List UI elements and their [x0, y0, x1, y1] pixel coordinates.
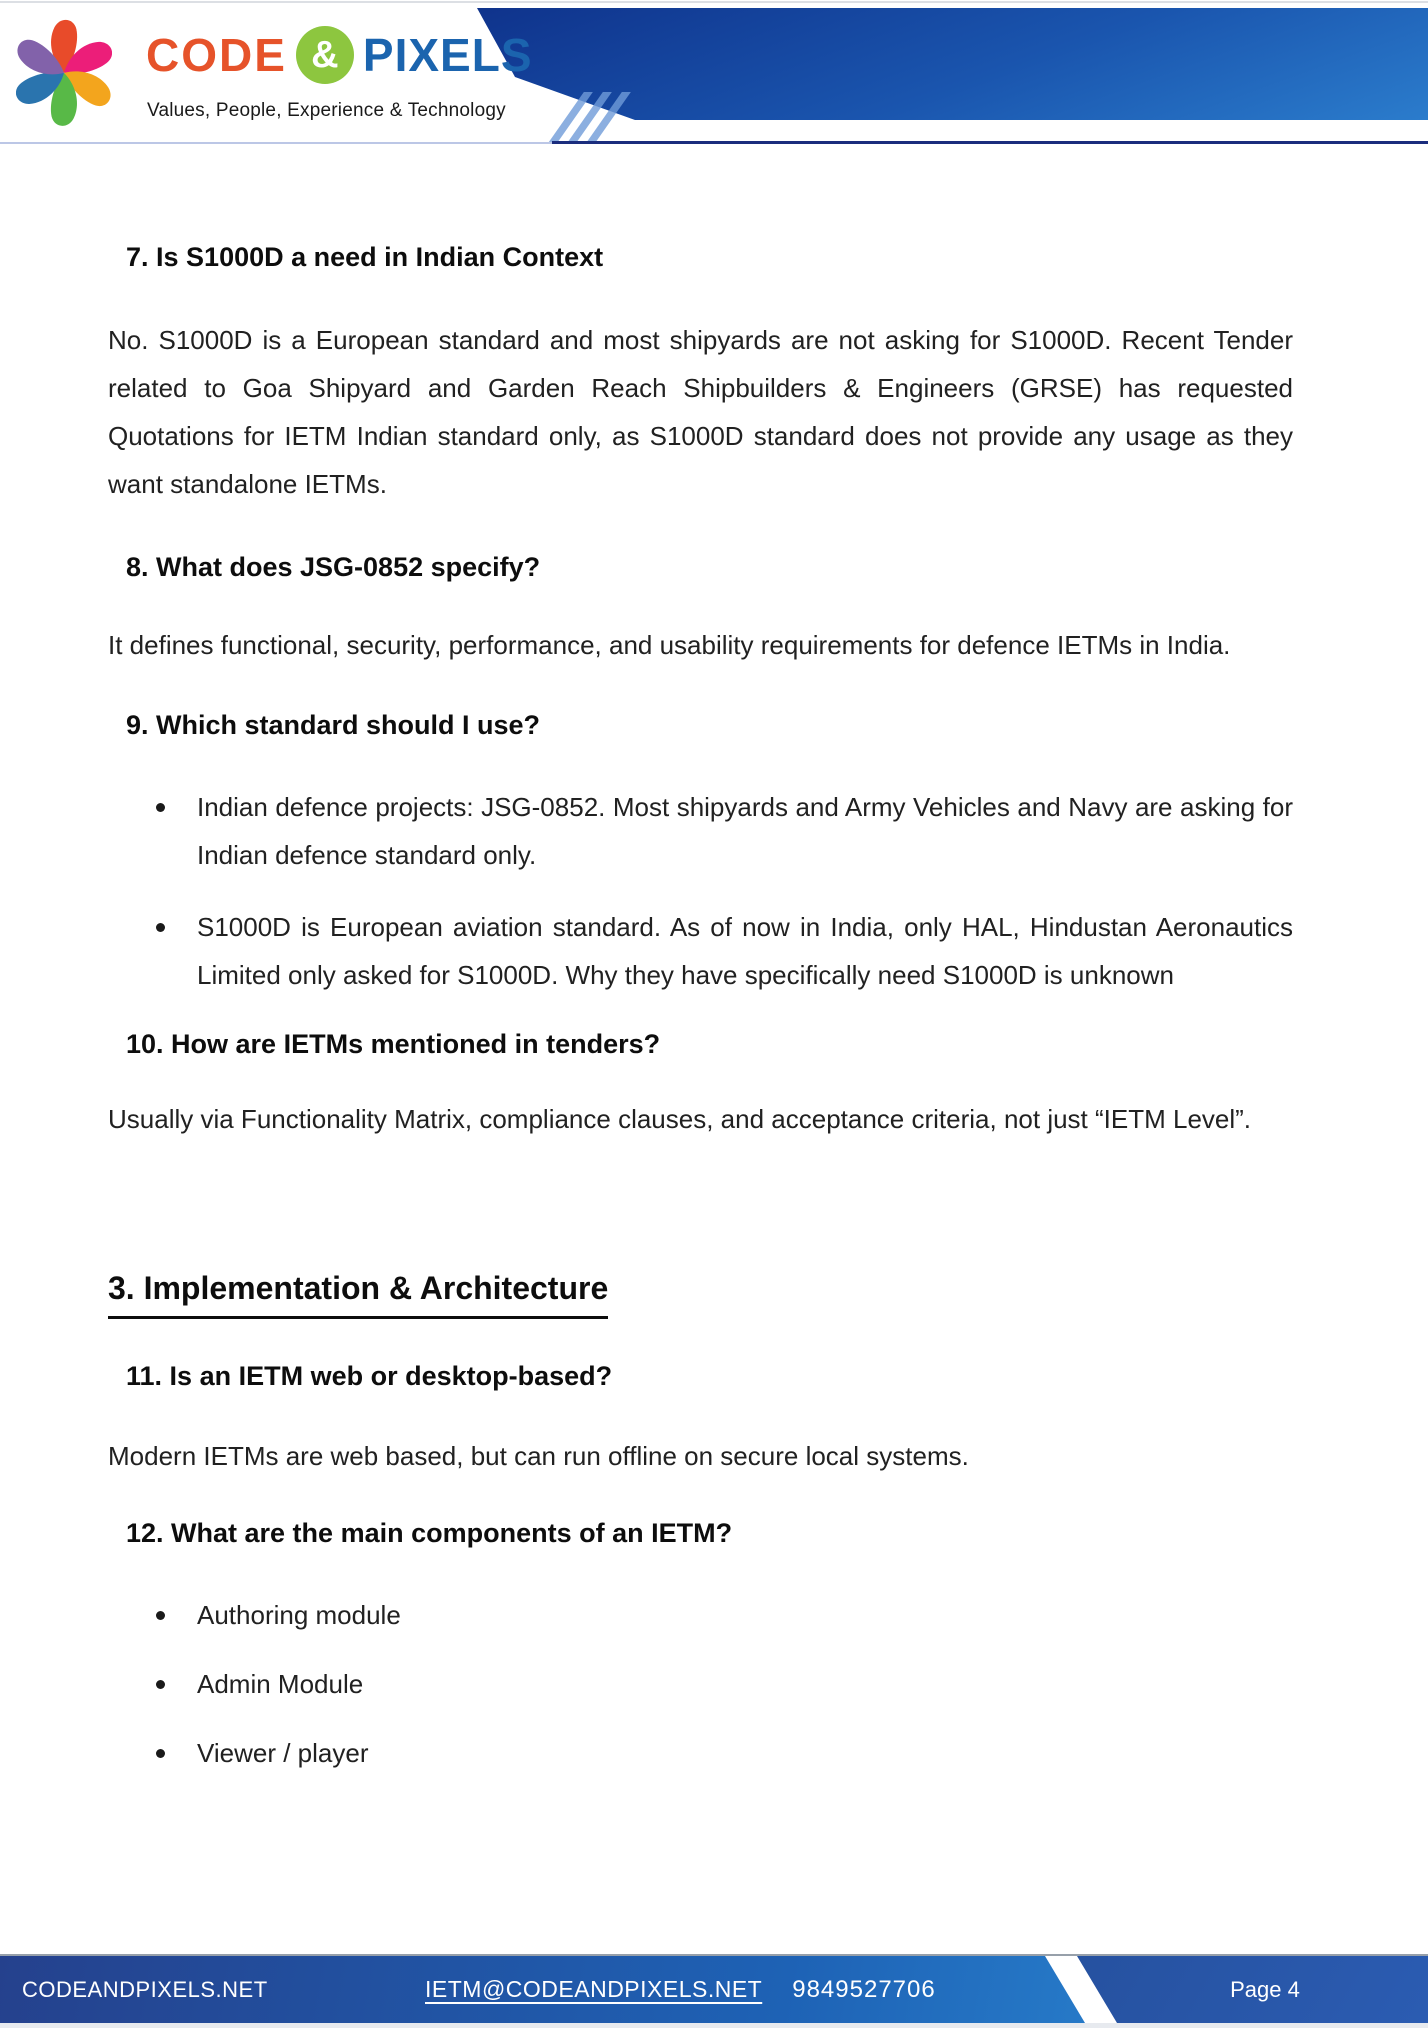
header-top-divider: [0, 1, 1428, 3]
ampersand-glyph: &: [311, 33, 339, 76]
question-12-heading: 12. What are the main components of an IETM?: [126, 1518, 733, 1548]
question-12-bullet-list: [108, 1591, 1293, 1777]
question-9-heading: 9. Which standard should I use?: [126, 710, 541, 740]
brand-tagline: Values, People, Experience & Technology: [147, 100, 506, 121]
list-item: Viewer / player: [108, 1729, 1293, 1777]
header-underline-light: [0, 142, 560, 144]
footer-bottom-strip: [0, 2023, 1428, 2028]
header-underline-dark: [552, 141, 1428, 144]
question-10-heading: 10. How are IETMs mentioned in tenders?: [126, 1029, 661, 1059]
question-11-heading: 11. Is an IETM web or desktop-based?: [126, 1361, 613, 1391]
section-3-heading-text: 3. Implementation & Architecture: [108, 1264, 608, 1319]
question-10-answer: Usually via Functionality Matrix, compliance clauses, and acceptance criteria, not just “IETM Level”.: [108, 1104, 1252, 1134]
question-7-heading: 7. Is S1000D a need in Indian Context: [126, 242, 604, 272]
brand-word-pixels: PIXELS: [362, 29, 533, 81]
list-item: Authoring module: [108, 1591, 1293, 1639]
codepixels-pinwheel-logo-icon: [16, 12, 112, 130]
footer-page-number: Page 4: [1230, 1976, 1300, 2002]
question-7-answer: No. S1000D is a European standard and most shipyards are not asking for S1000D. Recent Tender related to Goa Shipyard and Garden Reach Shipbuilders & Engineers (GRSE) has requested Quotations for IETM Indian standard only, as S1000D standard does not provide any usage as they want standalone IETMs.: [108, 325, 1293, 499]
ampersand-badge-icon: [296, 26, 354, 84]
list-item: Admin Module: [108, 1660, 1293, 1708]
footer-contact-group: [425, 1956, 936, 2023]
question-8-heading: 8. What does JSG-0852 specify?: [126, 552, 541, 582]
question-11-answer: Modern IETMs are web based, but can run offline on secure local systems.: [108, 1441, 969, 1471]
list-item: Indian defence projects: JSG-0852. Most shipyards and Army Vehicles and Navy are asking for Indian defence standard only.: [108, 783, 1293, 879]
faq-content: [108, 237, 1293, 1777]
footer-phone: 9849527706: [792, 1975, 936, 2003]
page-footer: [0, 1954, 1428, 2028]
question-9-bullet-list: [108, 783, 1293, 999]
brand-word-code: CODE: [146, 29, 287, 81]
section-3-heading: [108, 1264, 1293, 1319]
footer-website: CODEANDPIXELS.NET: [22, 1976, 268, 2002]
list-item: S1000D is European aviation standard. As of now in India, only HAL, Hindustan Aeronautics Limited only asked for S1000D. Why they have specifically need S1000D is unknown: [108, 903, 1293, 999]
footer-email-link[interactable]: IETM@CODEANDPIXELS.NET: [425, 1976, 763, 2002]
brand-lockup: [146, 26, 533, 84]
question-8-answer: It defines functional, security, performance, and usability requirements for defence IETMs in India.: [108, 630, 1231, 660]
